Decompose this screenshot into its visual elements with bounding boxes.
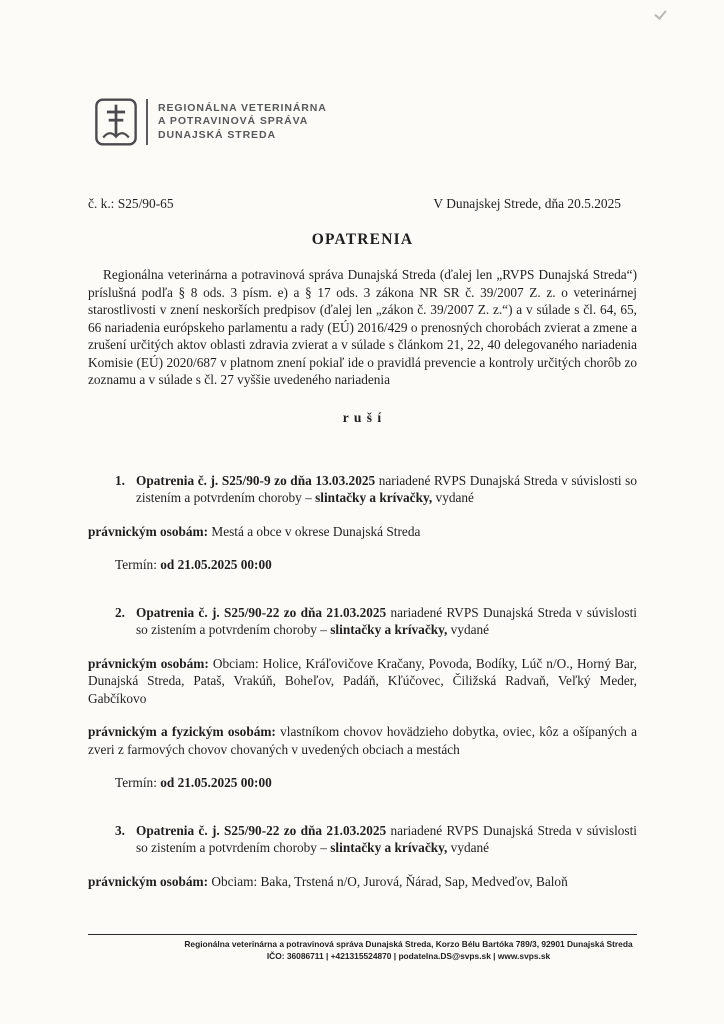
item-number: 2. [115,604,125,620]
ordinance-sections [88,472,637,891]
bold-text-segment: slintačky a krívačky, [315,490,433,505]
text-segment: Termín: [115,557,161,572]
text-segment: Obciam: Holice, Kráľovičove Kračany, Povoda, Bodíky, Lúč n/O., Horný Bar, Dunajská Streda, Pataš, Vrakúň, Boheľov, Padáň, Kľúčovec, Čiližská Radvaň, Veľký Meder, Gabčíkovo [88,655,637,706]
page-footer [88,934,637,962]
item-number: 1. [115,472,125,488]
addressees-paragraph [88,873,637,891]
document-title: OPATRENIA [311,231,414,248]
case-number: č. k.: S25/90-65 [88,196,174,211]
revokes-heading: r u š í [342,409,383,425]
item-heading [136,822,637,857]
text-segment: nariadené RVPS Dunajská Streda v súvislosti so zistením a potvrdením choroby – [136,604,637,637]
bold-text-segment: Opatrenia č. j. S25/90-22 zo dňa 21.03.2025 [136,604,387,620]
scan-artifact [654,7,666,20]
text-segment: nariadené RVPS Dunajská Streda v súvislosti so zistením a potvrdením choroby – [136,472,637,505]
addressees-paragraph [88,655,637,708]
coat-of-arms-icon [95,98,137,146]
bold-text-segment: právnickým osobám: [88,523,209,539]
ordinance-item-3 [115,822,637,857]
text-segment: vlastníkom chovov hovädzieho dobytka, oviec, kôz a ošípaných a zveri z farmových chovov chovaných v uvedených obciach a mestách [88,724,637,757]
bold-text-segment: právnickým osobám: [88,873,209,889]
organization-name [158,102,327,143]
footer-address-line: Regionálna veterinárna a potravinová správa Dunajská Streda, Korzo Bélu Bartóka 789/3, 92901 Dunajská Streda [184,939,633,949]
org-name-line: A POTRAVINOVÁ SPRÁVA [158,115,309,128]
footer-contacts-line: IČO: 36086711 | +421315524870 | podatelna.DS@svps.sk | www.svps.sk [266,950,551,961]
deadline-line [115,556,637,574]
text-segment: Obciam: Baka, Trstená n/O, Jurová, Ňárad, Sap, Medveďov, Baloň [208,873,568,889]
org-name-line: REGIONÁLNA VETERINÁRNA [158,101,327,114]
letterhead [95,98,637,146]
ordinance-item-1 [115,472,637,507]
bold-text-segment: právnickým a fyzickým osobám: [88,724,276,739]
item-heading [136,604,637,639]
reference-row [88,196,637,212]
text-segment: vydané [432,490,474,505]
text-segment: nariadené RVPS Dunajská Streda v súvislosti so zistením a potvrdením choroby – [136,822,637,855]
text-segment: Mestá a obce v okrese Dunajská Streda [208,523,421,539]
bold-text-segment: Opatrenia č. j. S25/90-22 zo dňa 21.03.2025 [136,822,387,838]
org-name-line: DUNAJSKÁ STREDA [158,128,276,141]
bold-text-segment: od 21.05.2025 00:00 [160,557,272,572]
ordinance-item-2 [115,604,637,639]
bold-text-segment: Opatrenia č. j. S25/90-9 zo dňa 13.03.2025 [136,472,376,488]
text-segment: vydané [447,840,490,855]
text-segment: Termín: [115,775,161,790]
text-segment: vydané [447,622,490,637]
bold-text-segment: od 21.05.2025 00:00 [160,775,272,790]
deadline-line [115,774,637,792]
item-number: 3. [115,822,125,838]
intro-paragraph: Regionálna veterinárna a potravinová správa Dunajská Streda (ďalej len „RVPS Dunajská Streda“) príslušná podľa § 8 ods. 3 písm. e) a § 17 ods. 3 zákona NR SR č. 39/2007 Z. z. o veterinárnej starostlivosti v znení neskorších predpisov (ďalej len „zákon č. 39/2007 Z. z.“) a v súlade s čl. 64, 65, 66 nariadenia európskeho parlamentu a rady (EÚ) 2016/429 o prenosných chorobách zvierat a zmene a zrušení určitých aktov oblasti zdravia zvierat a v súlade s článkom 21, 22, 40 delegovaného nariadenia Komisie (EÚ) 2020/687 v platnom znení pokiaľ ide o pravidlá prevencie a kontroly určitých chorôb zo zoznamu a v súlade s čl. 27 vyššie uvedeného nariadenia [88,267,637,387]
bold-text-segment: právnickým osobám: [88,655,209,671]
letterhead-divider [146,99,148,145]
addressees-paragraph [88,523,637,541]
item-heading [136,472,637,507]
place-and-date: V Dunajskej Strede, dňa 20.5.2025 [433,196,621,211]
bold-text-segment: slintačky a krívačky, [330,622,448,637]
addressees-paragraph [88,723,637,758]
bold-text-segment: slintačky a krívačky, [330,840,448,855]
